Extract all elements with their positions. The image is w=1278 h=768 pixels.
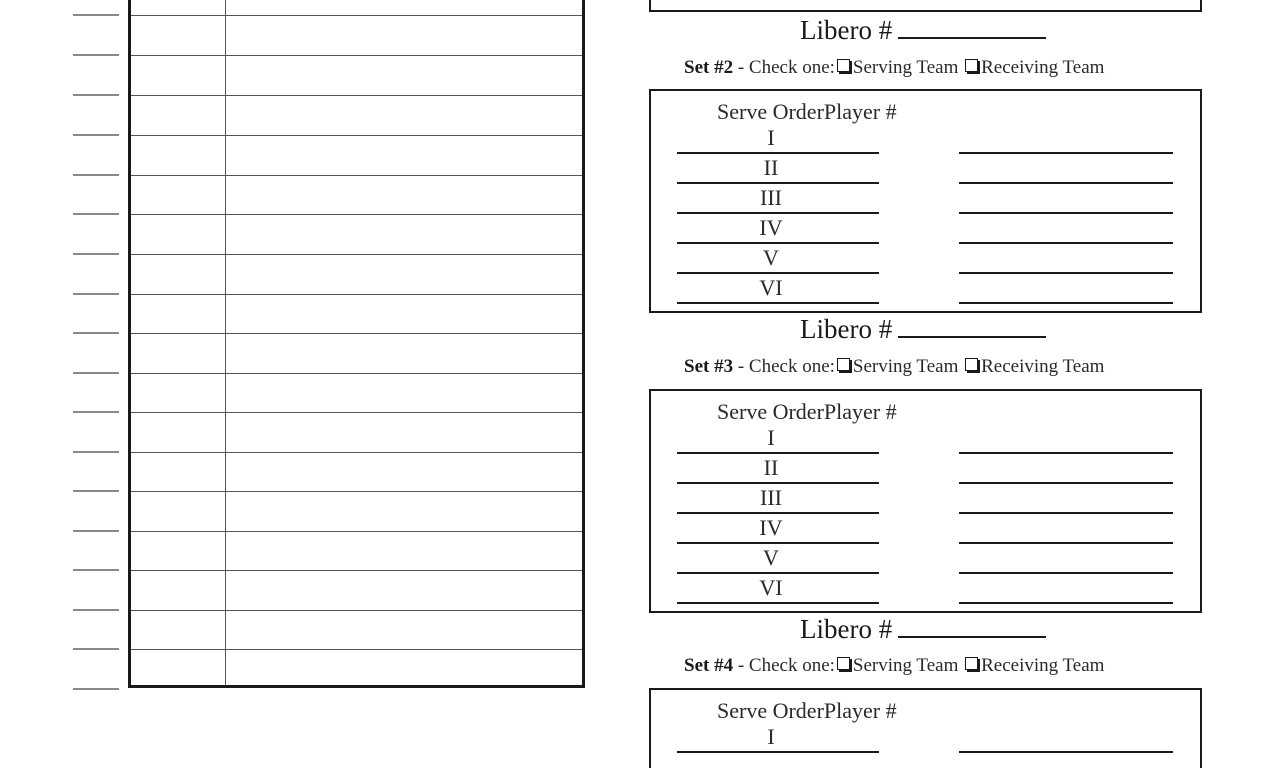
libero-input-line[interactable] bbox=[898, 314, 1046, 338]
margin-rule[interactable] bbox=[73, 569, 119, 571]
player-number-line[interactable] bbox=[959, 302, 1173, 304]
set-3-lineup-box bbox=[649, 389, 1202, 613]
serve-order-line[interactable] bbox=[677, 272, 879, 274]
grid-row-line bbox=[131, 333, 582, 334]
grid-row-line bbox=[131, 95, 582, 96]
libero-field-2 bbox=[800, 313, 1060, 345]
margin-rule[interactable] bbox=[73, 94, 119, 96]
serve-order-line[interactable] bbox=[677, 182, 879, 184]
serve-order-numeral: IV bbox=[759, 215, 783, 240]
receiving-team-checkbox[interactable] bbox=[965, 657, 978, 670]
serving-team-checkbox[interactable] bbox=[837, 358, 850, 371]
margin-rule[interactable] bbox=[73, 688, 119, 690]
serve-order-numeral: VI bbox=[759, 575, 783, 600]
serve-order-line[interactable] bbox=[677, 212, 879, 214]
serving-team-checkbox[interactable] bbox=[837, 59, 850, 72]
player-number-line[interactable] bbox=[959, 572, 1173, 574]
margin-rule[interactable] bbox=[73, 332, 119, 334]
serve-order-numeral: II bbox=[763, 455, 779, 480]
serve-order-slot bbox=[651, 275, 1204, 305]
set-label: Set #4 bbox=[684, 655, 734, 676]
serve-order-numeral: II bbox=[763, 155, 779, 180]
grid-row-line bbox=[131, 491, 582, 492]
margin-rule[interactable] bbox=[73, 648, 119, 650]
serve-order-numeral: III bbox=[760, 485, 782, 510]
player-number-line[interactable] bbox=[959, 751, 1173, 753]
player-number-line[interactable] bbox=[959, 452, 1173, 454]
set-2-check-line bbox=[684, 56, 1204, 80]
serving-team-checkbox[interactable] bbox=[837, 657, 850, 670]
grid-row-line bbox=[131, 254, 582, 255]
serving-team-label: Serving Team bbox=[852, 655, 959, 676]
player-number-line[interactable] bbox=[959, 242, 1173, 244]
serve-order-slot bbox=[651, 425, 1204, 455]
grid-row-line bbox=[131, 412, 582, 413]
grid-row-line bbox=[131, 452, 582, 453]
serve-order-slot bbox=[651, 125, 1204, 155]
margin-rule[interactable] bbox=[73, 174, 119, 176]
margin-rule[interactable] bbox=[73, 293, 119, 295]
set-label: Set #2 bbox=[684, 57, 734, 78]
grid-column-divider bbox=[225, 0, 226, 685]
grid-row-line bbox=[131, 294, 582, 295]
margin-rule[interactable] bbox=[73, 530, 119, 532]
libero-label: Libero # bbox=[800, 314, 893, 344]
margin-rule[interactable] bbox=[73, 411, 119, 413]
player-number-line[interactable] bbox=[959, 512, 1173, 514]
roster-grid bbox=[128, 0, 585, 688]
margin-rule[interactable] bbox=[73, 213, 119, 215]
serve-order-numeral: V bbox=[763, 245, 779, 270]
serve-order-numeral: I bbox=[767, 425, 775, 450]
serve-order-line[interactable] bbox=[677, 152, 879, 154]
libero-field-3 bbox=[800, 613, 1060, 645]
serve-order-line[interactable] bbox=[677, 602, 879, 604]
serve-order-line[interactable] bbox=[677, 751, 879, 753]
margin-rule[interactable] bbox=[73, 451, 119, 453]
player-number-line[interactable] bbox=[959, 152, 1173, 154]
check-one-text: - Check one: bbox=[737, 356, 835, 377]
player-number-line[interactable] bbox=[959, 182, 1173, 184]
player-number-line[interactable] bbox=[959, 542, 1173, 544]
grid-row-line bbox=[131, 610, 582, 611]
grid-row-line bbox=[131, 15, 582, 16]
grid-row-line bbox=[131, 135, 582, 136]
grid-row-line bbox=[131, 649, 582, 650]
serve-order-line[interactable] bbox=[677, 542, 879, 544]
libero-label: Libero # bbox=[800, 15, 893, 45]
serve-order-slot bbox=[651, 515, 1204, 545]
receiving-team-label: Receiving Team bbox=[981, 57, 1105, 78]
serving-team-label: Serving Team bbox=[852, 356, 959, 377]
libero-label: Libero # bbox=[800, 614, 893, 644]
serve-order-slot bbox=[651, 455, 1204, 485]
set-label: Set #3 bbox=[684, 356, 734, 377]
serve-order-numeral: I bbox=[767, 724, 775, 749]
serve-order-player-header: Serve OrderPlayer # bbox=[717, 698, 897, 723]
serve-order-line[interactable] bbox=[677, 512, 879, 514]
serve-order-slot bbox=[651, 245, 1204, 275]
grid-row-line bbox=[131, 531, 582, 532]
grid-row-line bbox=[131, 55, 582, 56]
player-number-line[interactable] bbox=[959, 602, 1173, 604]
serve-order-line[interactable] bbox=[677, 452, 879, 454]
margin-rule[interactable] bbox=[73, 372, 119, 374]
serve-order-numeral: VI bbox=[759, 275, 783, 300]
serve-order-numeral: IV bbox=[759, 515, 783, 540]
serving-team-label: Serving Team bbox=[852, 57, 959, 78]
margin-rule[interactable] bbox=[73, 14, 119, 16]
player-number-line[interactable] bbox=[959, 482, 1173, 484]
serve-order-numeral: I bbox=[767, 125, 775, 150]
serve-order-line[interactable] bbox=[677, 302, 879, 304]
serve-order-slot bbox=[651, 575, 1204, 605]
grid-row-line bbox=[131, 175, 582, 176]
left-margin-rules bbox=[73, 0, 119, 700]
serve-order-slot bbox=[651, 545, 1204, 575]
serve-order-line[interactable] bbox=[677, 242, 879, 244]
grid-row-line bbox=[131, 570, 582, 571]
serve-order-line[interactable] bbox=[677, 572, 879, 574]
receiving-team-label: Receiving Team bbox=[981, 655, 1105, 676]
player-number-line[interactable] bbox=[959, 212, 1173, 214]
check-one-text: - Check one: bbox=[737, 57, 835, 78]
set-2-lineup-box bbox=[649, 89, 1202, 313]
serve-order-player-header: Serve OrderPlayer # bbox=[717, 399, 897, 424]
margin-rule[interactable] bbox=[73, 609, 119, 611]
receiving-team-checkbox[interactable] bbox=[965, 358, 978, 371]
grid-row-line bbox=[131, 214, 582, 215]
check-one-text: - Check one: bbox=[737, 655, 835, 676]
margin-rule[interactable] bbox=[73, 253, 119, 255]
set-4-lineup-box bbox=[649, 688, 1202, 768]
libero-field-1 bbox=[800, 14, 1060, 46]
margin-rule[interactable] bbox=[73, 134, 119, 136]
serve-order-numeral: V bbox=[763, 545, 779, 570]
set-1-lineup-box-bottom bbox=[649, 0, 1202, 12]
serve-order-player-header: Serve OrderPlayer # bbox=[717, 99, 897, 124]
serve-order-numeral: III bbox=[760, 185, 782, 210]
libero-input-line[interactable] bbox=[898, 614, 1046, 638]
grid-row-line bbox=[131, 373, 582, 374]
receiving-team-checkbox[interactable] bbox=[965, 59, 978, 72]
set-4-check-line bbox=[684, 654, 1204, 678]
serve-order-slot bbox=[651, 485, 1204, 515]
set-3-check-line bbox=[684, 355, 1204, 379]
serve-order-line[interactable] bbox=[677, 482, 879, 484]
serve-order-slot bbox=[651, 155, 1204, 185]
libero-input-line[interactable] bbox=[898, 15, 1046, 39]
player-number-line[interactable] bbox=[959, 272, 1173, 274]
margin-rule[interactable] bbox=[73, 54, 119, 56]
receiving-team-label: Receiving Team bbox=[981, 356, 1105, 377]
serve-order-slot bbox=[651, 185, 1204, 215]
margin-rule[interactable] bbox=[73, 490, 119, 492]
serve-order-slot bbox=[651, 215, 1204, 245]
serve-order-slot bbox=[651, 724, 1204, 754]
